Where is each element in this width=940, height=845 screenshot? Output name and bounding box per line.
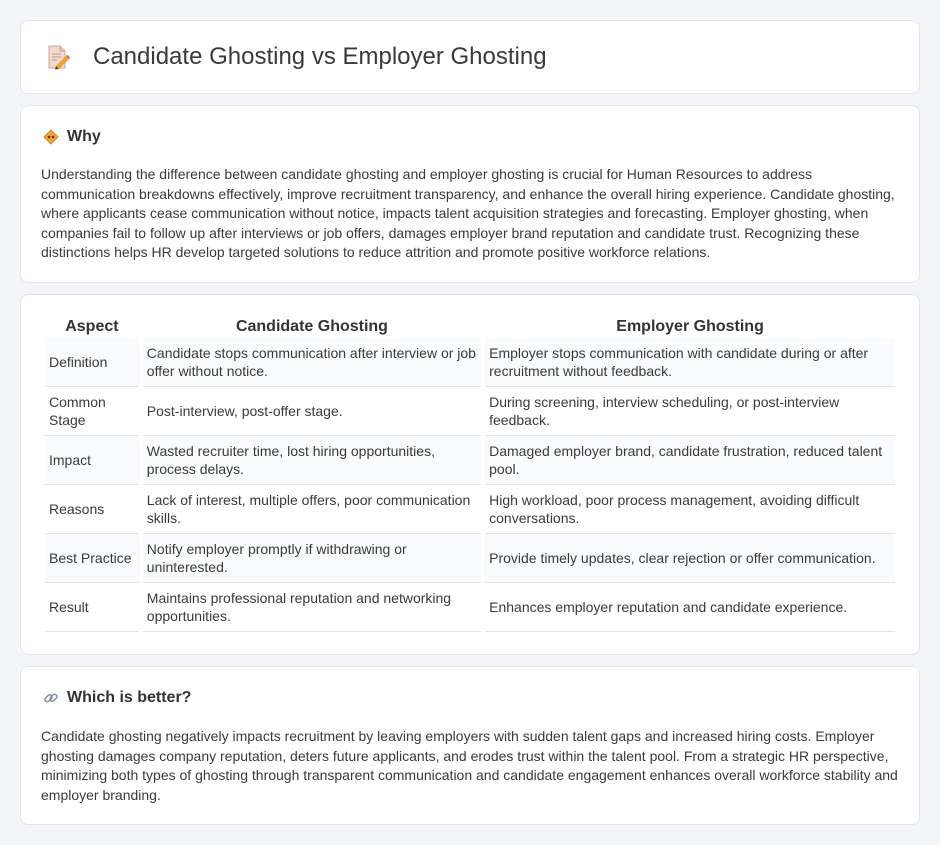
table-row [45,485,895,534]
table-row [45,338,895,387]
better-heading [43,689,191,707]
page-title: Candidate Ghosting vs Employer Ghosting [93,43,547,70]
employer-cell: During screening, interview scheduling, or post-interview feedback. [485,387,895,436]
table-row [45,436,895,485]
header-row [45,43,547,71]
aspect-cell: Best Practice [45,534,139,583]
which-better-card [20,666,920,825]
candidate-cell: Post-interview, post-offer stage. [143,387,481,436]
diamond-sign-icon [43,129,59,145]
candidate-cell: Wasted recruiter time, lost hiring opportunities, process delays. [143,436,481,485]
better-title: Which is better? [67,689,192,706]
employer-cell: Enhances employer reputation and candidate experience. [485,583,895,632]
why-heading [43,128,101,146]
employer-cell: Provide timely updates, clear rejection or offer communication. [485,534,895,583]
header-candidate-ghosting: Candidate Ghosting [235,318,388,335]
employer-cell: Employer stops communication with candidate during or after recruitment without feedback. [485,338,895,387]
better-text: Candidate ghosting negatively impacts recruitment by leaving employers with sudden talent gaps and increased hiring costs. Employer ghosting damages company reputation, deters future applicants, and erodes trust within the talent pool. From a strategic HR perspective, minimizing both types of ghosting through transparent communication and candidate engagement enhances overall workforce stability and employer branding. [41,728,898,803]
aspect-cell: Common Stage [45,387,139,436]
header-employer-ghosting: Employer Ghosting [616,318,764,335]
aspect-cell: Impact [45,436,139,485]
table-row [45,387,895,436]
why-text: Understanding the difference between candidate ghosting and employer ghosting is crucial for Human Resources to address communication breakdowns effectively, improve recruitment transparency, and enhance the overall hiring experience. Candidate ghosting, where applicants cease communication without notice, impacts talent acquisition strategies and forecasting. Employer ghosting, when companies fail to follow up after interviews or job offers, damages employer brand reputation and candidate trust. Recognizing these distinctions helps HR develop targeted solutions to reduce attrition and promote positive workforce relations. [41,166,895,261]
comparison-table [41,316,899,632]
candidate-cell: Lack of interest, multiple offers, poor communication skills. [143,485,481,534]
header-aspect: Aspect [65,318,119,335]
employer-cell: High workload, poor process management, avoiding difficult conversations. [485,485,895,534]
table-header-row [45,316,895,338]
why-title: Why [67,128,101,145]
link-icon [43,690,59,706]
aspect-cell: Reasons [45,485,139,534]
document-pencil-icon [45,44,71,70]
table-row [45,534,895,583]
candidate-cell: Maintains professional reputation and networking opportunities. [143,583,481,632]
candidate-cell: Candidate stops communication after interview or job offer without notice. [143,338,481,387]
aspect-cell: Definition [45,338,139,387]
header-card [20,20,920,94]
why-card [20,105,920,283]
candidate-cell: Notify employer promptly if withdrawing or uninterested. [143,534,481,583]
table-row [45,583,895,632]
aspect-cell: Result [45,583,139,632]
employer-cell: Damaged employer brand, candidate frustration, reduced talent pool. [485,436,895,485]
comparison-card [20,294,920,655]
